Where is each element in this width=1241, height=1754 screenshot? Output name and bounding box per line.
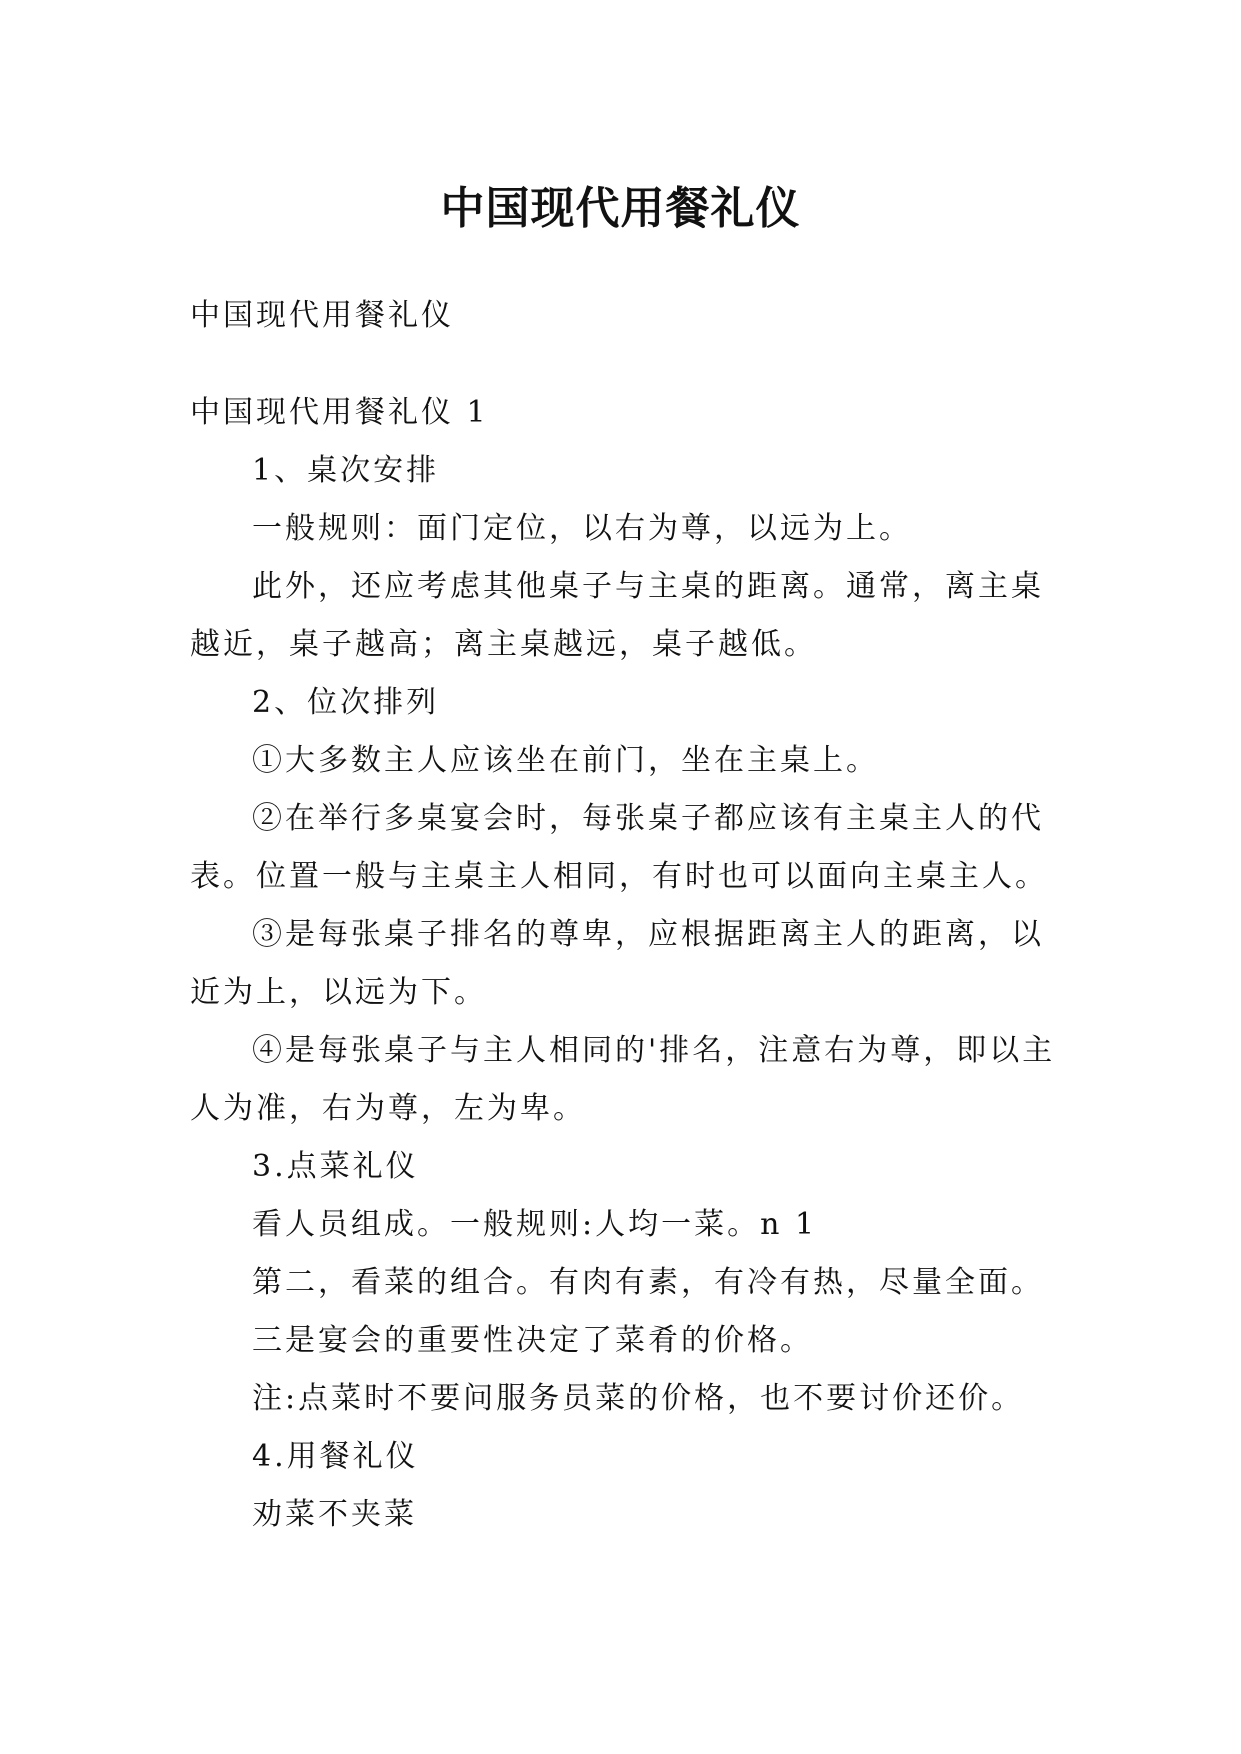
body-paragraph: 看人员组成。一般规则:人均一菜。n 1	[252, 1207, 818, 1242]
document-body	[190, 287, 1070, 1544]
subsection-heading-table-arrangement: 1、桌次安排	[252, 453, 440, 488]
body-paragraph: 一般规则：面门定位，以右为尊，以远为上。	[252, 511, 912, 546]
subsection-heading-ordering: 3.点菜礼仪	[252, 1149, 419, 1184]
subsection-heading-dining: 4.用餐礼仪	[252, 1439, 419, 1474]
subsection-heading-seat-order: 2、位次排列	[252, 685, 440, 720]
body-paragraph: 三是宴会的重要性决定了菜肴的价格。	[252, 1323, 813, 1358]
body-paragraph: ③是每张桌子排名的尊卑，应根据距离主人的距离，以近为上，以远为下。	[190, 917, 1044, 1010]
body-paragraph: 注:点菜时不要问服务员菜的价格，也不要讨价还价。	[252, 1381, 1025, 1416]
subtitle-paragraph: 中国现代用餐礼仪	[190, 298, 454, 333]
body-paragraph: ①大多数主人应该坐在前门，坐在主桌上。	[252, 743, 879, 778]
document-title: 中国现代用餐礼仪	[440, 183, 801, 235]
body-paragraph: 劝菜不夹菜	[252, 1497, 417, 1532]
body-paragraph: 第二，看菜的组合。有肉有素，有冷有热，尽量全面。	[252, 1265, 1044, 1300]
body-paragraph: 此外，还应考虑其他桌子与主桌的距离。通常，离主桌越近，桌子越高；离主桌越远，桌子越低。	[190, 569, 1044, 662]
section-heading: 中国现代用餐礼仪 1	[190, 395, 489, 430]
body-paragraph: ②在举行多桌宴会时，每张桌子都应该有主桌主人的代表。位置一般与主桌主人相同，有时也可以面向主桌主人。	[190, 801, 1048, 894]
body-paragraph: ④是每张桌子与主人相同的'排名，注意右为尊，即以主人为准，右为尊，左为卑。	[190, 1033, 1056, 1126]
